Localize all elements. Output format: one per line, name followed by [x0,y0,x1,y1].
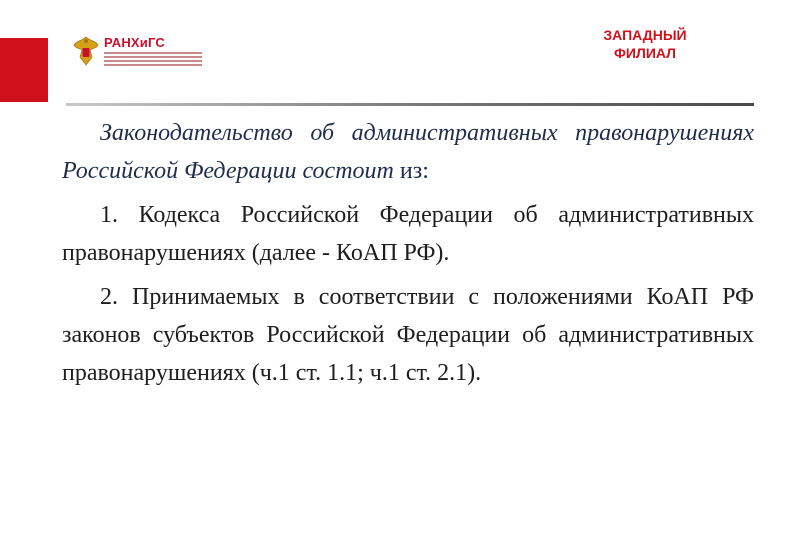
branch-line-1: ЗАПАДНЫЙ [603,27,687,43]
header-divider [66,103,754,106]
logo-subtext [104,52,202,66]
branch-line-2: ФИЛИАЛ [613,45,676,61]
logo-name: РАНХиГС [104,35,165,50]
lead-paragraph [62,114,754,190]
slide-body [62,114,754,398]
list-item-2: 2. Принимаемых в соответствии с положениями КоАП РФ законов субъектов Российской Федерации об административных правонарушениях (ч.1 ст. 1.1; ч.1 ст. 2.1). [62,284,754,386]
lead-italic-text: Законодательство об административных правонарушениях Российской Федерации состоит [62,120,754,184]
lead-tail-text: из: [393,158,429,184]
list-item-1: 1. Кодекса Российской Федерации об административных правонарушениях (далее - КоАП РФ). [62,202,754,266]
eagle-emblem-icon [72,35,100,67]
ranepa-logo [72,34,202,68]
accent-bar [0,38,48,102]
branch-title [570,26,720,62]
